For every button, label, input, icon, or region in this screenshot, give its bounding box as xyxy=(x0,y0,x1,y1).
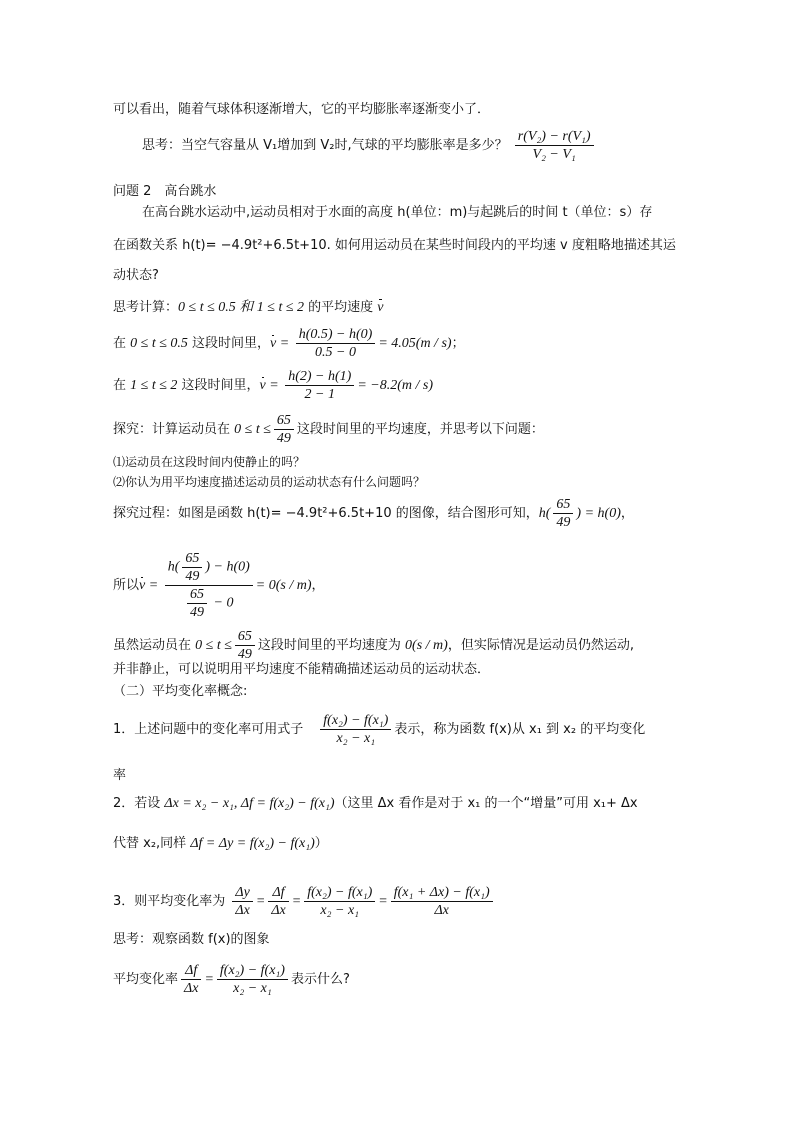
though-suffix: ，但实际情况是运动员仍然运动, xyxy=(447,638,634,653)
question-a: ⑴运动员在这段时间内使静止的吗？ xyxy=(113,455,306,469)
fraction-numerator: Δf xyxy=(181,962,201,980)
fraction-expansion-rate xyxy=(515,128,594,163)
def1-suffix: 表示，称为函数 f(x)从 x₁ 到 x₂ 的平均变化 xyxy=(394,722,646,737)
fraction-denominator: 49 xyxy=(556,515,571,530)
fraction-65-49 xyxy=(274,412,294,447)
fraction-denominator: Δx xyxy=(271,903,286,918)
explore-line xyxy=(113,412,544,447)
final-fraction-1 xyxy=(181,962,201,997)
def2-tail-prefix: 代替 x₂,同样 xyxy=(113,836,191,851)
definition-2-tail xyxy=(113,834,328,854)
calc2-fraction xyxy=(285,368,354,403)
so-den-post: − 0 xyxy=(210,595,234,611)
calc-title-intervals: 0 ≤ t ≤ 0.5 和 1 ≤ t ≤ 2 xyxy=(178,300,305,315)
calc-line-1: 在 0 ≤ t ≤ 0.5 这段时间里，v = $\frac{h(0.5) - h(0)}{0.5 - 0}$ = 4.05(m / s)； xyxy=(113,327,465,360)
paragraph-conclusion: 可以看出，随着气球体积逐渐增大，它的平均膨胀率逐渐变小了． xyxy=(113,102,491,117)
calc1-interval: 0 ≤ t ≤ 0.5 xyxy=(130,336,188,351)
explore-suffix: 这段时间里的平均速度，并思考以下问题： xyxy=(296,422,544,437)
fraction-denominator: 49 xyxy=(185,569,200,584)
process-line xyxy=(113,496,634,531)
fraction-denominator: x₂ − x₁ xyxy=(233,981,272,996)
though-interval: 0 ≤ t ≤ xyxy=(195,638,232,653)
so-prefix: 所以 xyxy=(113,578,140,593)
def3-fraction-3 xyxy=(304,884,375,919)
fraction-denominator: x₂ − x₁ xyxy=(336,731,376,746)
process-h-close: ) = h(0) xyxy=(576,506,621,521)
fraction-denominator: 49 xyxy=(237,647,252,662)
though-line-2: 并非静止，可以说明用平均速度不能精确描述运动员的运动状态． xyxy=(113,662,491,677)
def2-formula: Δx = x₂ − x₁, Δf = f(x₂) − f(x₁) xyxy=(164,796,335,811)
fraction-numerator xyxy=(165,550,253,586)
fraction-denominator: 2 − 1 xyxy=(304,387,335,402)
def1-fraction xyxy=(320,712,391,747)
definition-3: 3．则平均变化率为 $\frac{\Delta y}{\Delta x}$ = $\frac{\Delta f}{\Delta x}$ = $\frac{\text{f(x₂) − f(x₁)}}{\text{x₂ − x₁}}$ = $\frac{\text{f(x₁ + Δx) − f(x₁)}}{\Delta x}$ xyxy=(113,884,496,919)
calc1-result: = 4.05(m / s) xyxy=(378,336,452,351)
fraction-denominator xyxy=(165,586,253,621)
calc-title xyxy=(113,298,384,318)
problem-2-title: 问题 2 高台跳水 xyxy=(113,184,217,199)
fraction-numerator: 65 xyxy=(553,496,573,514)
fraction-numerator: 65 xyxy=(235,628,255,646)
calc2-interval: 1 ≤ t ≤ 2 xyxy=(130,378,178,393)
fraction-denominator: Δx xyxy=(434,903,449,918)
fraction-65-49 xyxy=(235,628,255,663)
though-mid: 这段时间里的平均速度为 xyxy=(257,638,406,653)
fraction-denominator: Δx xyxy=(184,981,199,996)
fraction-numerator: f(x₁ + Δx) − f(x₁) xyxy=(391,884,493,902)
punct: ； xyxy=(451,336,465,351)
fraction-65-49 xyxy=(553,496,573,531)
problem-2-body-1: 在高台跳水运动中,运动员相对于水面的高度 h(单位：m)与起跳后的时间 t（单位：s）存 xyxy=(142,205,653,220)
so-line: 所以v = h( $\frac{65}{49}$ ) − h(0) $\frac{65}{49}$ − 0 = 0(s / m)， xyxy=(113,551,325,620)
so-result: = 0(s / m) xyxy=(255,578,312,593)
fraction-denominator: V₂ − V₁ xyxy=(532,147,576,162)
final-question: 平均变化率 $\frac{\Delta f}{\Delta x}$ = $\frac{\text{f(x₂) − f(x₁)}}{\text{x₂ − x₁}}$ 表示什么? xyxy=(113,963,350,996)
fraction-denominator: Δx xyxy=(235,903,250,918)
so-num-post: ) − h(0) xyxy=(205,559,250,575)
def2-tail-formula: Δf = Δy = f(x₂) − f(x₁) xyxy=(190,836,315,851)
fraction-numerator: 65 xyxy=(274,412,294,430)
calc1-fraction xyxy=(296,326,376,361)
fraction-65-49 xyxy=(187,586,207,621)
def2-suffix: （这里 Δx 看作是对于 x₁ 的一个“增量”可用 x₁+ Δx xyxy=(334,796,638,811)
calc2-mid: 这段时间里， xyxy=(177,378,260,393)
definition-1-tail: 率 xyxy=(113,768,127,783)
punct: ， xyxy=(311,578,325,593)
so-num-pre: h( xyxy=(167,559,180,575)
process-text: 探究过程：如图是函数 h(t)= −4.9t²+6.5t+10 的图像，结合图形可知， xyxy=(113,506,539,521)
explore-interval: 0 ≤ t ≤ xyxy=(234,422,271,437)
fraction-numerator: r(V₂) − r(V₁) xyxy=(515,128,594,146)
calc1-mid: 这段时间里， xyxy=(187,336,271,351)
question-b: ⑵你认为用平均速度描述运动员的运动状态有什么问题吗？ xyxy=(113,475,426,489)
fraction-denominator: 49 xyxy=(276,431,291,446)
fraction-numerator: f(x₂) − f(x₁) xyxy=(217,962,288,980)
fraction-numerator: 65 xyxy=(182,550,202,568)
fraction-numerator: Δf xyxy=(268,884,288,902)
punct: ） xyxy=(314,836,328,851)
fraction-numerator: h(2) − h(1) xyxy=(285,368,354,386)
final-prefix: 平均变化率 xyxy=(113,972,179,987)
so-big-fraction xyxy=(165,550,253,621)
def2-prefix: 2．若设 xyxy=(113,796,165,811)
fraction-numerator: Δy xyxy=(232,884,252,902)
though-value: 0(s / m) xyxy=(405,638,448,653)
calc1-prefix: 在 xyxy=(113,336,131,351)
think-question-1 xyxy=(142,128,597,163)
though-prefix: 虽然运动员在 xyxy=(113,638,196,653)
fraction-numerator: f(x₂) − f(x₁) xyxy=(320,712,391,730)
fraction-denominator: 49 xyxy=(190,605,205,620)
problem-2-body-2: 在函数关系 h(t)= −4.9t²+6.5t+10. 如何用运动员在某些时间段内的平均速 v 度粗略地描述其运 xyxy=(113,238,676,253)
fraction-denominator: x₂ − x₁ xyxy=(320,903,360,918)
section-2-heading: （二）平均变化率概念: xyxy=(113,684,248,699)
explore-prefix: 探究：计算运动员在 xyxy=(113,422,235,437)
def3-fraction-4 xyxy=(391,884,493,919)
process-h-open: h( xyxy=(538,506,551,521)
def3-fraction-1 xyxy=(232,884,252,919)
fraction-numerator: h(0.5) − h(0) xyxy=(296,326,376,344)
final-suffix: 表示什么? xyxy=(290,972,350,987)
calc-title-label: 思考计算： xyxy=(113,300,179,315)
calc2-result: = −8.2(m / s) xyxy=(357,378,433,393)
def3-fraction-2 xyxy=(268,884,288,919)
fraction-65-49 xyxy=(182,550,202,585)
calc-line-2: 在 1 ≤ t ≤ 2 这段时间里，v = $\frac{h(2) - h(1)}{2 - 1}$ = −8.2(m / s) xyxy=(113,369,433,402)
though-line-1 xyxy=(113,628,634,663)
fraction-denominator: 0.5 − 0 xyxy=(315,345,356,360)
punct: ， xyxy=(620,506,634,521)
calc-title-suffix: 的平均速度 xyxy=(304,300,378,315)
problem-2-body-3: 动状态? xyxy=(113,268,159,283)
def1-prefix: 1．上述问题中的变化率可用式子 xyxy=(113,722,304,737)
v-bar-symbol: v xyxy=(139,576,145,596)
v-bar-symbol: v xyxy=(260,376,266,396)
fraction-numerator: 65 xyxy=(187,586,207,604)
think-text: 思考：当空气容量从 V₁增加到 V₂时,气球的平均膨胀率是多少？ xyxy=(142,138,508,153)
final-fraction-2 xyxy=(217,962,288,997)
definition-1 xyxy=(113,712,645,747)
def3-prefix: 3．则平均变化率为 xyxy=(113,894,226,909)
fraction-numerator: f(x₂) − f(x₁) xyxy=(304,884,375,902)
v-bar-symbol: v xyxy=(270,334,276,354)
definition-2 xyxy=(113,794,638,814)
calc2-prefix: 在 xyxy=(113,378,131,393)
v-bar-symbol: v xyxy=(377,298,383,318)
think-2: 思考：观察函数 f(x)的图象 xyxy=(113,932,270,947)
